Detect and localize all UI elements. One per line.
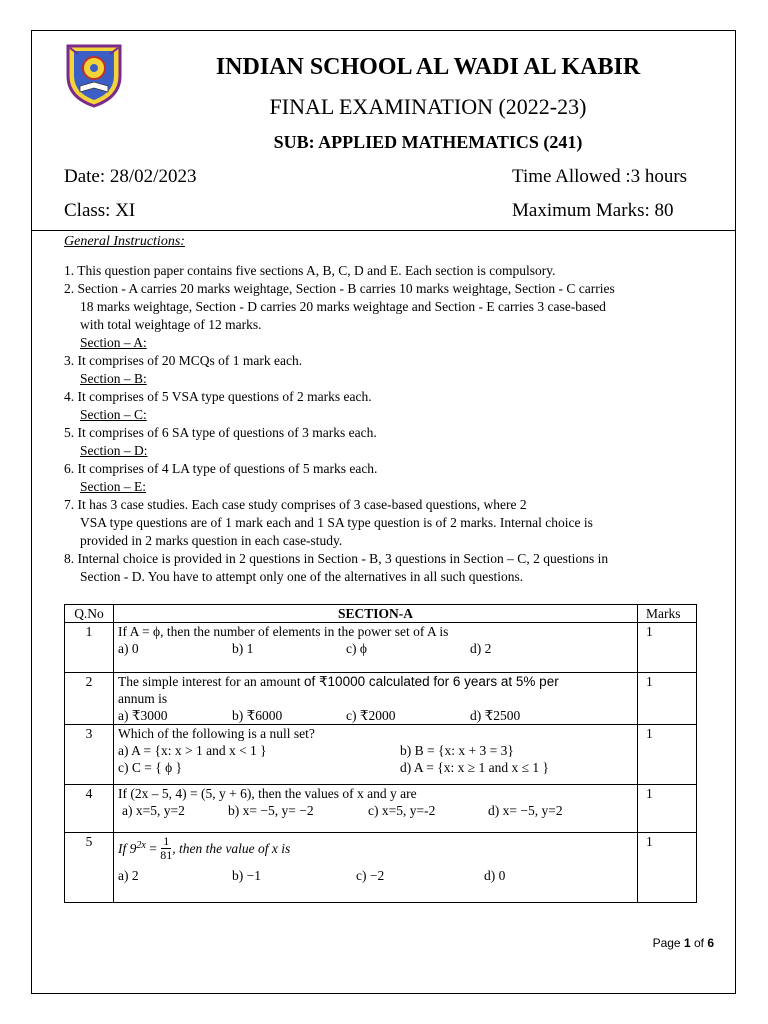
table-row	[65, 725, 697, 785]
option-b: b) ₹6000	[232, 708, 283, 723]
subject-title: SUB: APPLIED MATHEMATICS (241)	[273, 132, 583, 152]
question-text: If A = ϕ, then the number of elements in the power set of A is	[118, 624, 449, 639]
option-d: d) x= −5, y=2	[488, 803, 563, 818]
option-c: c) C = { ϕ }	[118, 760, 183, 775]
exam-title: FINAL EXAMINATION (2022-23)	[269, 94, 587, 119]
question-number: 2	[65, 673, 114, 725]
options-row	[118, 742, 633, 759]
options-row	[118, 640, 633, 657]
option-b: b) x= −5, y= −2	[228, 803, 314, 818]
question-marks: 1	[638, 833, 697, 903]
option-c: c) x=5, y=-2	[368, 803, 436, 818]
question-number: 3	[65, 725, 114, 785]
table-row	[65, 623, 697, 673]
instruction-7-cont: provided in 2 marks question in each case-study.	[80, 533, 343, 548]
marks-header: Marks	[638, 605, 697, 623]
instruction-1: 1. This question paper contains five sections A, B, C, D and E. Each section is compulsory.	[64, 263, 556, 278]
instruction-2-cont: with total weightage of 12 marks.	[80, 317, 262, 332]
option-a: a) A = {x: x > 1 and x < 1 }	[118, 743, 267, 758]
instruction-2-cont: 18 marks weightage, Section - D carries 20 marks weightage and Section - E carries 3 case-based	[80, 299, 606, 314]
class-label: Class: XI	[64, 200, 136, 221]
options-row	[118, 802, 633, 819]
equation-equals: =	[145, 840, 161, 856]
instruction-4: 4. It comprises of 5 VSA type questions of 2 marks each.	[64, 389, 372, 404]
question-marks: 1	[638, 725, 697, 785]
fraction-numerator: 1	[163, 833, 170, 848]
section-a-heading: Section – A:	[80, 335, 147, 350]
option-b: b) 1	[232, 641, 254, 656]
instruction-8: 8. Internal choice is provided in 2 questions in Section - B, 3 questions in Section – C, 2 questions in	[64, 551, 609, 566]
question-marks: 1	[638, 623, 697, 673]
question-marks: 1	[638, 673, 697, 725]
options-row	[118, 759, 633, 776]
section-e-heading: Section – E:	[80, 479, 146, 494]
option-a: a) ₹3000	[118, 708, 168, 723]
page-number	[653, 936, 714, 950]
question-text-cont: annum is	[118, 691, 168, 706]
question-text-part: of ₹10000 calculated for 6 years at 5% per	[303, 674, 559, 689]
options-row	[118, 867, 633, 884]
instruction-7: 7. It has 3 case studies. Each case study comprises of 3 case-based questions, where 2	[64, 497, 527, 512]
equation-fraction	[160, 835, 172, 862]
equation-base: If 9	[118, 840, 137, 856]
question-cell	[114, 725, 638, 785]
option-c: c) ₹2000	[346, 708, 396, 723]
question-cell	[114, 623, 638, 673]
table-header-row	[65, 605, 697, 623]
question-text	[118, 673, 633, 690]
options-row	[118, 707, 633, 724]
general-instructions-title: General Instructions:	[64, 234, 185, 249]
fraction-denominator: 81	[160, 847, 173, 862]
question-cell	[114, 785, 638, 833]
section-a-table	[64, 604, 697, 903]
question-text: If (2x – 5, 4) = (5, y + 6), then the values of x and y are	[118, 786, 417, 801]
question-equation	[118, 833, 633, 863]
current-page: 1	[683, 936, 691, 950]
page-label: Page	[652, 936, 684, 950]
option-d: d) ₹2500	[470, 708, 521, 723]
total-pages: 6	[707, 936, 714, 950]
option-b: b) −1	[232, 868, 261, 883]
instruction-2: 2. Section - A carries 20 marks weightage, Section - B carries 10 marks weightage, Section - C carries	[64, 281, 615, 296]
question-number: 1	[65, 623, 114, 673]
question-number: 4	[65, 785, 114, 833]
question-cell	[114, 833, 638, 903]
section-b-heading: Section – B:	[80, 371, 147, 386]
instruction-7-cont: VSA type questions are of 1 mark each and 1 SA type question is of 2 marks. Internal choice is	[80, 515, 593, 530]
instructions-list	[64, 262, 724, 586]
equation-text: , then the value of x is	[172, 840, 291, 856]
question-text: Which of the following is a null set?	[118, 726, 315, 741]
equation-exponent: 2x	[136, 840, 146, 851]
page-of-label: of	[690, 936, 708, 950]
header-divider	[32, 230, 736, 231]
section-c-heading: Section – C:	[80, 407, 147, 422]
school-name: INDIAN SCHOOL AL WADI AL KABIR	[215, 54, 641, 80]
table-row	[65, 673, 697, 725]
option-d: d) A = {x: x ≥ 1 and x ≤ 1 }	[400, 760, 550, 775]
option-a: a) x=5, y=2	[122, 803, 185, 818]
section-a-header: SECTION-A	[114, 605, 638, 623]
qno-header: Q.No	[65, 605, 114, 623]
instruction-6: 6. It comprises of 4 LA type of questions of 5 marks each.	[64, 461, 378, 476]
table-row	[65, 833, 697, 903]
option-a: a) 0	[118, 641, 139, 656]
maximum-marks: Maximum Marks: 80	[512, 200, 674, 221]
table-row	[65, 785, 697, 833]
instruction-8-cont: Section - D. You have to attempt only one of the alternatives in all such questions.	[80, 569, 524, 584]
exam-date: Date: 28/02/2023	[64, 166, 197, 187]
time-allowed: Time Allowed :3 hours	[512, 166, 688, 187]
option-d: d) 0	[484, 868, 506, 883]
option-c: c) −2	[356, 868, 385, 883]
question-text-part: The simple interest for an amount	[118, 674, 304, 689]
option-b: b) B = {x: x + 3 = 3}	[400, 743, 514, 758]
option-c: c) ϕ	[346, 641, 367, 656]
instruction-5: 5. It comprises of 6 SA type of questions of 3 marks each.	[64, 425, 377, 440]
question-marks: 1	[638, 785, 697, 833]
question-number: 5	[65, 833, 114, 903]
section-d-heading: Section – D:	[80, 443, 148, 458]
instruction-3: 3. It comprises of 20 MCQs of 1 mark each.	[64, 353, 303, 368]
question-cell	[114, 673, 638, 725]
option-a: a) 2	[118, 868, 139, 883]
option-d: d) 2	[470, 641, 492, 656]
